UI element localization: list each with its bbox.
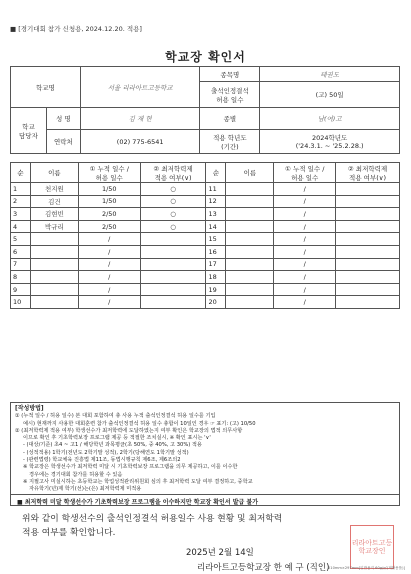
- instruction-line: ※ 학교장은 학생선수가 최저학력 미달 시 기초학력보장 프로그램을 의무 제공하고, 이를 이수한: [23, 464, 238, 471]
- table-row: [11, 183, 400, 196]
- period-label: [200, 130, 260, 154]
- student-name: [30, 271, 78, 284]
- row-number: 2: [11, 195, 31, 208]
- table-row: [11, 283, 400, 296]
- table-row: [11, 271, 400, 284]
- instruction-line: - (관련법령) 학교체육 진흥법 제11조, 동법시행규칙 제6조, 제6조의2: [23, 457, 181, 464]
- usage-days: /: [274, 296, 336, 309]
- usage-days: /: [78, 245, 140, 258]
- col-usage-header: [78, 163, 140, 183]
- row-number: 12: [206, 195, 226, 208]
- usage-days: 1/50: [78, 183, 140, 196]
- row-number: 19: [206, 283, 226, 296]
- usage-header-line2: 허용 일수: [95, 173, 123, 182]
- contact-value: (02) 775-6541: [80, 130, 200, 154]
- min-achievement-check: [336, 258, 400, 271]
- teacher-label-line2: 담당자: [19, 131, 38, 140]
- usage-days: /: [78, 233, 140, 246]
- paper-size-footnote: 210mm×297mm[일반용지 60g/㎡(재활용품)]: [328, 566, 405, 570]
- min-achievement-check: ○: [140, 195, 206, 208]
- name-value: 김 재 현: [80, 108, 200, 130]
- row-number: 14: [206, 220, 226, 233]
- table-row: [11, 258, 400, 271]
- min-achievement-check: [336, 271, 400, 284]
- col-name-header: 이름: [30, 163, 78, 183]
- student-name: [226, 183, 274, 196]
- row-number: 3: [11, 208, 31, 221]
- min-achievement-check: [336, 245, 400, 258]
- table-row: [11, 195, 400, 208]
- period-value: [260, 130, 400, 154]
- row-number: 20: [206, 296, 226, 309]
- student-name: 김건: [30, 195, 78, 208]
- allowance-label: [200, 82, 260, 108]
- row-number: 5: [11, 233, 31, 246]
- table-row: [11, 245, 400, 258]
- col-num-header: 순: [206, 163, 226, 183]
- usage-days: /: [274, 220, 336, 233]
- student-name: [226, 271, 274, 284]
- table-row: [11, 220, 400, 233]
- usage-days: /: [274, 233, 336, 246]
- row-number: 6: [11, 245, 31, 258]
- row-number: 7: [11, 258, 31, 271]
- target-header-line2: 적용 여부(∨): [154, 173, 192, 182]
- form-notice: ■ [경기대회 참가 신청용, 2024.12.20. 적용]: [10, 25, 142, 33]
- min-achievement-check: ○: [140, 208, 206, 221]
- usage-days: 2/50: [78, 220, 140, 233]
- min-achievement-check: ○: [140, 183, 206, 196]
- row-number: 4: [11, 220, 31, 233]
- min-achievement-check: [336, 195, 400, 208]
- usage-days: /: [78, 296, 140, 309]
- teacher-label-line1: 학교: [22, 122, 35, 131]
- name-label: 성 명: [46, 108, 80, 130]
- table-row: [11, 208, 400, 221]
- instructions-box: [10, 402, 400, 494]
- allowance-value: (고) 50일: [260, 82, 400, 108]
- table-row: [11, 296, 400, 309]
- row-number: 10: [11, 296, 31, 309]
- min-achievement-check: [140, 258, 206, 271]
- min-achievement-check: [336, 220, 400, 233]
- usage-days: 1/50: [78, 195, 140, 208]
- teacher-label: [11, 108, 47, 154]
- instruction-line: - (대상/기준) 초4 ~ 고1 / 해당학년 과목평균(초 50%, 중 40%, 고 30%) 적용: [23, 442, 202, 449]
- student-name: [30, 233, 78, 246]
- col-name-header: 이름: [226, 163, 274, 183]
- student-name: [226, 296, 274, 309]
- row-number: 11: [206, 183, 226, 196]
- row-number: 9: [11, 283, 31, 296]
- min-achievement-check: ○: [140, 220, 206, 233]
- instruction-line: ① (누적 일수 / 허용 일수) 본 대회 포함하여 총 사용 누적 출석인정결석 허용 일수를 기입: [15, 413, 216, 420]
- min-achievement-check: [140, 245, 206, 258]
- official-seal-stamp: [350, 525, 394, 569]
- instruction-line: 이므로 확인 후 기초학력보장 프로그램 제공 등 적절한 조치실시, ※ 확인 표시는 '∨': [23, 435, 211, 442]
- row-number: 8: [11, 271, 31, 284]
- usage-days: 2/50: [78, 208, 140, 221]
- gender-label: 종별: [200, 108, 260, 130]
- school-label: 학교명: [11, 67, 81, 108]
- period-value-line1: 2024학년도: [311, 134, 348, 142]
- min-achievement-check: [336, 283, 400, 296]
- seal-text: 리라아트고등학교장인: [351, 539, 393, 555]
- student-name: [226, 233, 274, 246]
- confirmation-line1: 위와 같이 학생선수의 출석인정결석 허용일수 사용 현황 및 최저학력: [22, 514, 283, 524]
- student-name: 천지원: [30, 183, 78, 196]
- student-name: 김현빈: [30, 208, 78, 221]
- target-header-line1: ② 최저학력제: [153, 164, 193, 173]
- instruction-line: - (성적적용) 1학기(전년도 2학기말 성적), 2학기(당해연도 1학기말 성적): [23, 449, 189, 456]
- period-label-line1: 적용 학년도: [213, 133, 247, 142]
- student-roster-table: [10, 162, 400, 309]
- row-number: 17: [206, 258, 226, 271]
- student-name: [226, 208, 274, 221]
- usage-days: /: [78, 271, 140, 284]
- table-row: [11, 233, 400, 246]
- usage-days: /: [274, 208, 336, 221]
- instructions-heading: [작성방법]: [15, 405, 44, 412]
- notice-bar: ■ 최저학력 미달 학생선수가 기초학력보장 프로그램을 이수하지만 학교장 확인서 발급 불가: [10, 494, 400, 506]
- sport-value: 태권도: [260, 67, 400, 82]
- row-number: 16: [206, 245, 226, 258]
- row-number: 13: [206, 208, 226, 221]
- usage-days: /: [274, 258, 336, 271]
- min-achievement-check: [336, 183, 400, 196]
- usage-days: /: [274, 245, 336, 258]
- student-name: 박규리: [30, 220, 78, 233]
- usage-days: /: [274, 183, 336, 196]
- instruction-line: ② (최저학력제 적용 여부) 학생선수가 최저학력에 도달하였는지 여부 확인은 학교장의 법적 의무사항: [15, 427, 243, 434]
- sport-label: 종목명: [200, 67, 260, 82]
- instruction-line: 자유학기(년)제 학기(선)는(은) 최저학력제 미적용: [29, 486, 142, 493]
- confirmation-line2: 적용 여부를 확인합니다.: [22, 527, 116, 538]
- min-achievement-check: [140, 233, 206, 246]
- col-target-header: [140, 163, 206, 183]
- min-achievement-check: [140, 283, 206, 296]
- student-name: [226, 220, 274, 233]
- col-target-header: [336, 163, 400, 183]
- school-info-table: [10, 66, 400, 154]
- usage-header-line1: ① 누적 일수 /: [285, 164, 325, 173]
- roster-header-row: [11, 163, 400, 183]
- usage-days: /: [78, 258, 140, 271]
- row-number: 1: [11, 183, 31, 196]
- instruction-line: 예시) 현재까지 사용한 대회훈련 참가 출석인정결석 허용 일수 총합이 10일인 경우 ☞ 표기: (고) 10/50: [23, 420, 256, 427]
- usage-days: /: [274, 271, 336, 284]
- student-name: [226, 258, 274, 271]
- issue-date: 2025년 2월 14일: [186, 548, 254, 558]
- page-title: 학교장 확인서: [165, 50, 246, 64]
- student-name: [30, 245, 78, 258]
- instruction-line: 경우에는 경기대회 참가를 허용할 수 있음: [29, 471, 123, 478]
- usage-days: /: [78, 283, 140, 296]
- row-number: 18: [206, 271, 226, 284]
- target-header-line1: ② 최저학력제: [347, 164, 388, 173]
- student-name: [30, 258, 78, 271]
- student-name: [226, 195, 274, 208]
- target-header-line2: 적용 여부(∨): [349, 173, 387, 182]
- student-name: [30, 296, 78, 309]
- school-value: 서울 리라아트고등학교: [80, 67, 200, 108]
- student-name: [226, 245, 274, 258]
- student-name: [226, 283, 274, 296]
- min-achievement-check: [140, 296, 206, 309]
- usage-days: /: [274, 195, 336, 208]
- issuer-signature-line: 리라아트고등학교장 한 예 구 (직인): [197, 563, 330, 573]
- min-achievement-check: [140, 271, 206, 284]
- instruction-line: ※ 지필고사 미실시하는 초등학교는 학업성적관리위원회 심의 후 최저학력 도달 여부 결정하고, 중학교: [23, 478, 253, 485]
- col-usage-header: [274, 163, 336, 183]
- min-achievement-check: [336, 208, 400, 221]
- student-name: [30, 283, 78, 296]
- allowance-label-line2: 허용 일수: [216, 95, 244, 104]
- min-achievement-check: [336, 296, 400, 309]
- usage-days: /: [274, 283, 336, 296]
- period-label-line2: (기간): [221, 142, 239, 151]
- gender-value: 남(여)고: [260, 108, 400, 130]
- usage-header-line1: ① 누적 일수 /: [89, 164, 129, 173]
- col-num-header: 순: [11, 163, 31, 183]
- contact-label: 연락처: [46, 130, 80, 154]
- row-number: 15: [206, 233, 226, 246]
- min-achievement-check: [336, 233, 400, 246]
- usage-header-line2: 허용 일수: [291, 173, 319, 182]
- allowance-label-line1: 출석인정결석: [211, 86, 249, 95]
- confirmation-statement: [22, 513, 392, 540]
- period-value-line2: ('24.3.1. ~ '25.2.28.): [295, 142, 364, 150]
